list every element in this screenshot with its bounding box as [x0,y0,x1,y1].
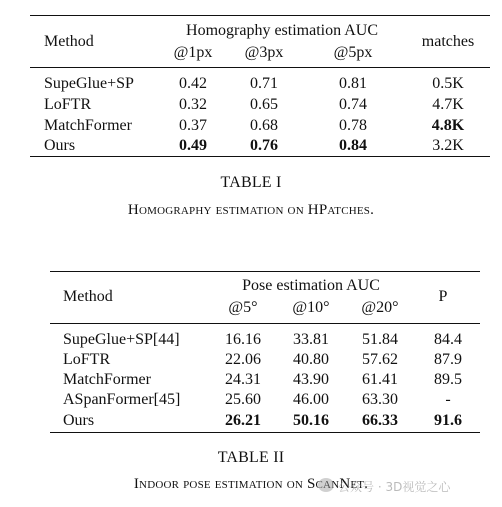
table2-caption: Indoor pose estimation on ScanNet. [133,476,369,492]
table2-row-value: 40.80 [293,351,329,368]
table2-row-value: 16.16 [225,331,261,348]
table1-row-value: 0.49 [179,137,207,154]
table2-row-value: - [445,391,451,408]
table1-group-header: Homography estimation AUC [186,22,378,39]
table2-row-value: 84.4 [434,331,462,348]
table2-row-value: 51.84 [362,331,398,348]
table2-row-value: 63.30 [362,391,398,408]
table1-sub-header-2: @3px [244,44,284,61]
table2-sub-header-1: @5° [228,299,258,316]
table1-row-value: 0.71 [250,75,278,92]
table1-row-value: 0.37 [179,117,207,134]
table2-row-value: 26.21 [225,412,261,429]
table1-row-method: SupeGlue+SP [44,75,134,92]
table1-row-value: 4.7K [432,96,464,113]
table2-row-method: SupeGlue+SP[44] [63,331,180,348]
table2-sub-header-2: @10° [292,299,330,316]
table2-row-method: MatchFormer [63,371,151,388]
table1-method-header: Method [44,33,94,50]
table2-row-method: LoFTR [63,351,111,368]
table1-row-method: MatchFormer [44,117,132,134]
table2-row-value: 61.41 [362,371,398,388]
table1-row-value: 0.5K [432,75,464,92]
table1-row-value: 0.78 [339,117,367,134]
table1-top-rule [30,15,490,16]
table1-row-value: 0.74 [339,96,367,113]
table1-row-value: 0.84 [339,137,367,154]
table1-row-value: 0.76 [250,137,278,154]
table1-row-method: Ours [44,137,76,154]
table1-row-value: 0.42 [179,75,207,92]
table1-sub-header-1: @1px [173,44,213,61]
table2-row-value: 43.90 [293,371,329,388]
table1-bottom-rule [30,156,490,157]
table1-row-value: 0.32 [179,96,207,113]
table2-row-method: Ours [63,412,95,429]
table1-row-value: 0.65 [250,96,278,113]
table1-sub-header-3: @5px [333,44,373,61]
table1-matches-header: matches [421,33,475,50]
table2-row-value: 57.62 [362,351,398,368]
table2-group-header: Pose estimation AUC [242,277,380,294]
wechat-icon [318,478,334,492]
table2-row-value: 24.31 [225,371,261,388]
table2-row-method: ASpanFormer[45] [63,391,181,408]
table2-row-value: 66.33 [362,412,398,429]
table1-row-value: 0.68 [250,117,278,134]
table2-row-value: 89.5 [434,371,462,388]
table2-caption-title: TABLE II [217,449,285,466]
table1-mid-rule [30,67,490,68]
table2-mid-rule [50,323,480,324]
table2-row-value: 87.9 [434,351,462,368]
table2-row-value: 91.6 [434,412,462,429]
table1-caption: Homography estimation on HPatches. [127,202,375,218]
table2-row-value: 46.00 [293,391,329,408]
table2-sub-header-3: @20° [361,299,399,316]
table2-method-header: Method [63,288,113,305]
table1-row-value: 0.81 [339,75,367,92]
table1-row-value: 3.2K [432,137,464,154]
table2-bottom-rule [50,432,480,433]
table2-row-value: 22.06 [225,351,261,368]
table2-row-value: 25.60 [225,391,261,408]
table2-p-header: P [438,288,448,305]
table2-row-value: 33.81 [293,331,329,348]
table1-caption-title: TABLE I [220,174,282,191]
table1-row-method: LoFTR [44,96,92,113]
table2-top-rule [50,271,480,272]
table2-row-value: 50.16 [293,412,329,429]
table1-row-value: 4.8K [431,117,465,134]
watermark-text: 公众号 · 3D视觉之心 [338,480,451,494]
